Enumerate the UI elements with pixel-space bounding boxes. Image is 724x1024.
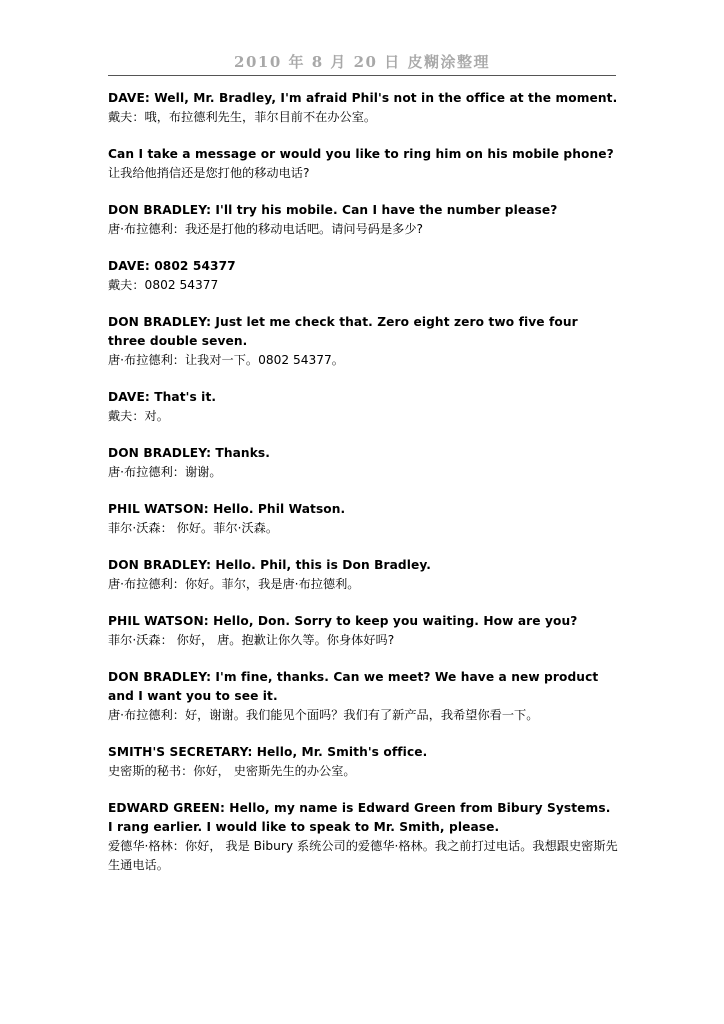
dialogue-entry bbox=[108, 201, 618, 239]
chinese-line: 让我给他捎信还是您打他的移动电话? bbox=[108, 166, 310, 180]
chinese-line: 菲尔·沃森： 你好。菲尔·沃森。 bbox=[108, 521, 279, 535]
english-line: DON BRADLEY: Hello. Phil, this is Don Bradley. bbox=[108, 558, 432, 572]
chinese-line: 史密斯的秘书：你好， 史密斯先生的办公室。 bbox=[108, 764, 356, 778]
dialogue-entry bbox=[108, 668, 618, 725]
english-line: SMITH'S SECRETARY: Hello, Mr. Smith's office. bbox=[108, 745, 428, 759]
english-line: DON BRADLEY: Just let me check that. Zero eight zero two five four three double seven. bbox=[108, 315, 578, 348]
dialogue-entry bbox=[108, 89, 618, 127]
chinese-line: 戴夫：哦，布拉德利先生，菲尔目前不在办公室。 bbox=[108, 110, 377, 124]
english-line: DON BRADLEY: Thanks. bbox=[108, 446, 270, 460]
page-header-title: 2010 年 8 月 20 日 皮糊涂整理 bbox=[234, 53, 490, 71]
chinese-line: 唐·布拉德利：谢谢。 bbox=[108, 465, 222, 479]
chinese-line: 唐·布拉德利：好，谢谢。我们能见个面吗？我们有了新产品，我希望你看一下。 bbox=[108, 708, 539, 722]
english-line: EDWARD GREEN: Hello, my name is Edward Green from Bibury Systems. I rang earlier. I would like to speak to Mr. Smith, please. bbox=[108, 801, 611, 834]
english-line: DAVE: Well, Mr. Bradley, I'm afraid Phil's not in the office at the moment. bbox=[108, 91, 618, 105]
chinese-line: 唐·布拉德利：我还是打他的移动电话吧。请问号码是多少? bbox=[108, 222, 424, 236]
english-line: PHIL WATSON: Hello. Phil Watson. bbox=[108, 502, 346, 516]
english-line: PHIL WATSON: Hello, Don. Sorry to keep you waiting. How are you? bbox=[108, 614, 578, 628]
chinese-line: 戴夫：对。 bbox=[108, 409, 169, 423]
header-divider bbox=[108, 75, 616, 76]
chinese-line: 唐·布拉德利：你好。菲尔，我是唐·布拉德利。 bbox=[108, 577, 360, 591]
english-line: Can I take a message or would you like to ring him on his mobile phone? bbox=[108, 147, 614, 161]
dialogue-entry bbox=[108, 444, 618, 482]
chinese-line: 爱德华·格林：你好， 我是 Bibury 系统公司的爱德华·格林。我之前打过电话。我想跟史密斯先生通电话。 bbox=[108, 839, 618, 872]
english-line: DON BRADLEY: I'll try his mobile. Can I have the number please? bbox=[108, 203, 558, 217]
chinese-line: 唐·布拉德利：让我对一下。0802 54377。 bbox=[108, 353, 344, 367]
dialogue-entry bbox=[108, 145, 618, 183]
dialogue-entry bbox=[108, 612, 618, 650]
chinese-line: 菲尔·沃森： 你好， 唐。抱歉让你久等。你身体好吗? bbox=[108, 633, 395, 647]
english-line: DAVE: That's it. bbox=[108, 390, 217, 404]
dialogue-content bbox=[108, 89, 618, 893]
english-line: DAVE: 0802 54377 bbox=[108, 259, 236, 273]
dialogue-entry bbox=[108, 500, 618, 538]
dialogue-entry bbox=[108, 556, 618, 594]
chinese-line: 戴夫：0802 54377 bbox=[108, 278, 219, 292]
dialogue-entry bbox=[108, 799, 618, 875]
dialogue-entry bbox=[108, 388, 618, 426]
dialogue-entry bbox=[108, 743, 618, 781]
dialogue-entry bbox=[108, 257, 618, 295]
dialogue-entry bbox=[108, 313, 618, 370]
english-line: DON BRADLEY: I'm fine, thanks. Can we meet? We have a new product and I want you to see it. bbox=[108, 670, 599, 703]
